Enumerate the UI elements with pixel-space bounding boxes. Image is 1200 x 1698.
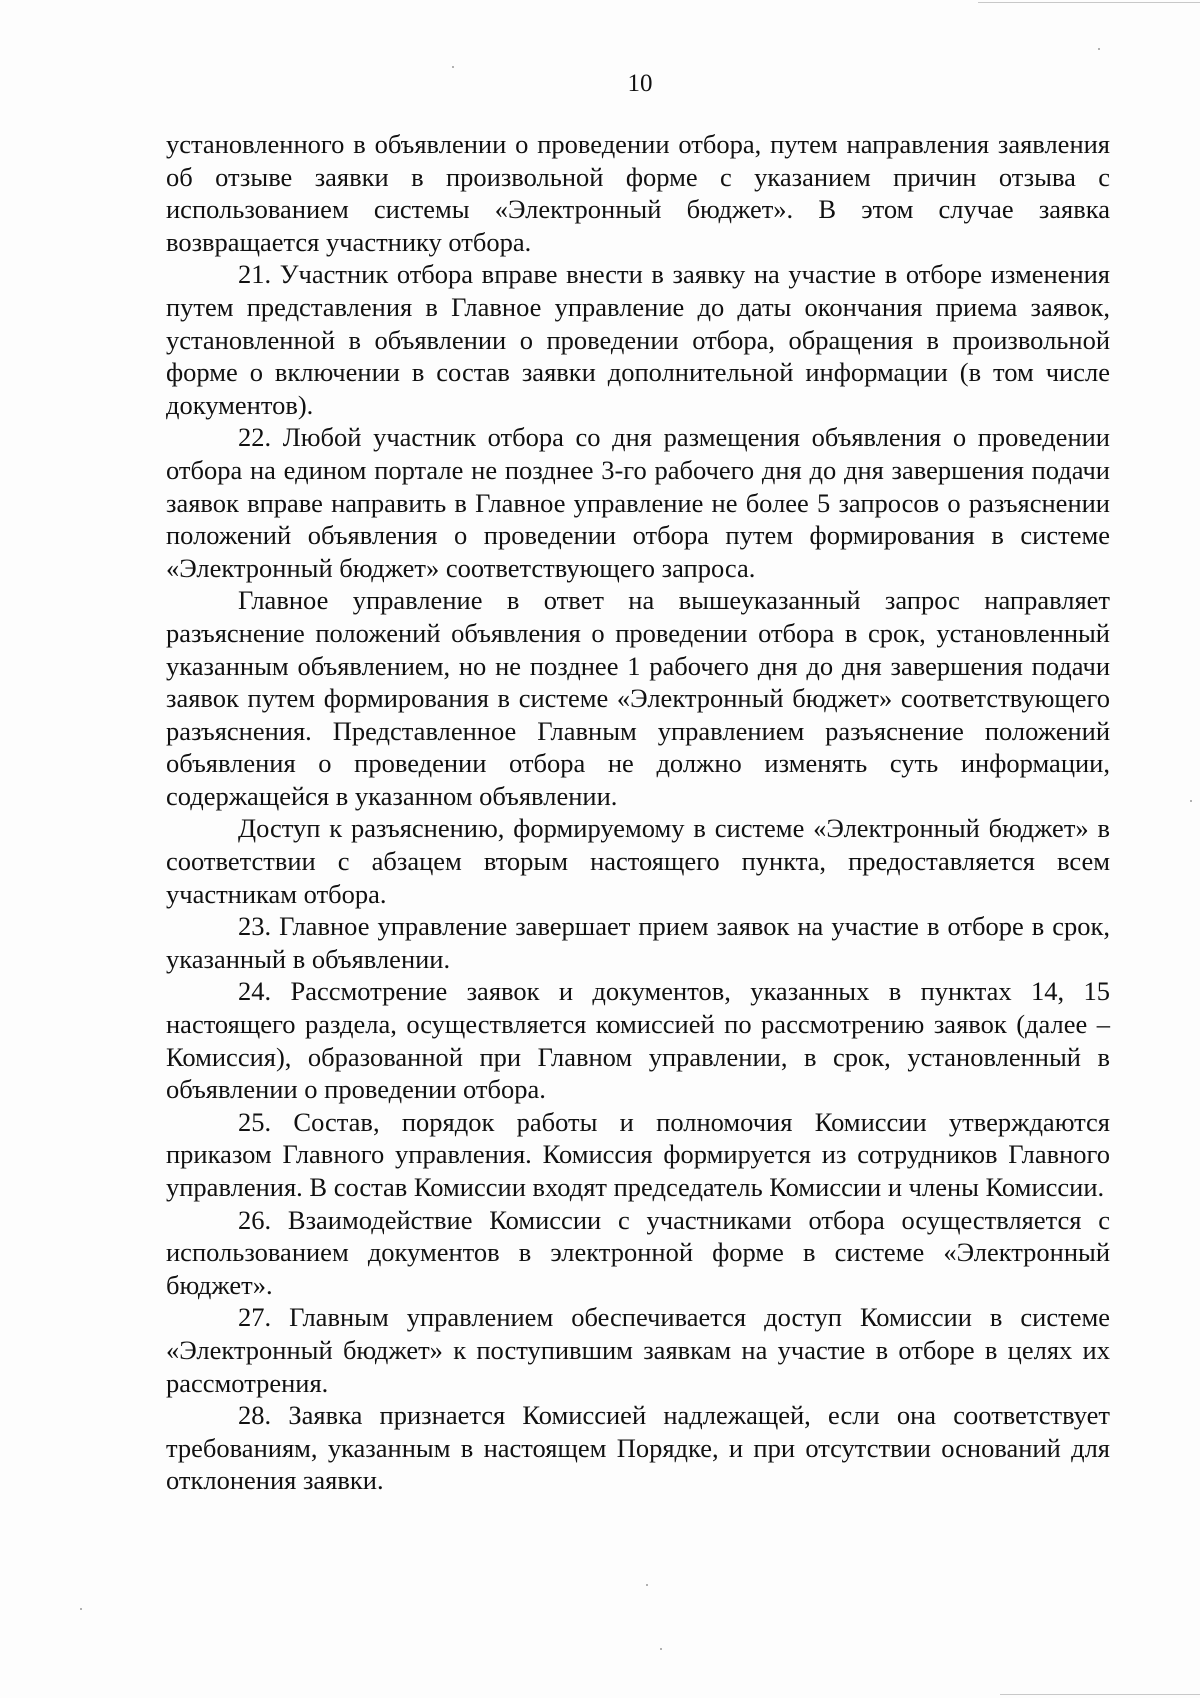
paragraph-24: 24. Рассмотрение заявок и документов, указанных в пунктах 14, 15 настоящего раздела, осуществляется комиссией по рассмотрению заявок (далее – Комиссия), образованной при Главном управлении, в срок, установленный в объявлении о проведении отбора.: [166, 976, 1110, 1105]
paragraph-continuation: установленного в объявлении о проведении отбора, путем направления заявления об отзыве заявки в произвольной форме с указанием причин отзыва с использованием системы «Электронный бюджет». В этом случае заявка возвращается участнику отбора.: [166, 129, 1110, 257]
scan-speck: [646, 1584, 648, 1586]
scan-edge-bottom: [1000, 1694, 1200, 1695]
scan-speck: [1098, 48, 1100, 50]
scan-edge-top: [978, 2, 1200, 3]
paragraph-23: 23. Главное управление завершает прием заявок на участие в отборе в срок, указанный в объявлении.: [166, 911, 1110, 974]
scan-speck: [80, 1608, 82, 1610]
page-number: 10: [627, 70, 653, 97]
scan-speck: [660, 1648, 662, 1650]
document-body: [166, 128, 1110, 1497]
scan-speck: [1190, 800, 1192, 802]
paragraph-21: 21. Участник отбора вправе внести в заявку на участие в отборе изменения путем представления в Главное управление до даты окончания приема заявок, установленной в объявлении о проведении отбора, обращения в произвольной форме о включении в состав заявки дополнительной информации (в том числе документов).: [166, 259, 1110, 420]
paragraph-27: 27. Главным управлением обеспечивается доступ Комиссии в системе «Электронный бюджет» к поступившим заявкам на участие в отборе в целях их рассмотрения.: [166, 1302, 1110, 1398]
paragraph-22-response: Главное управление в ответ на вышеуказанный запрос направляет разъяснение положений объявления о проведении отбора в срок, установленный указанным объявлением, но не позднее 1 рабочего дня до дня завершения подачи заявок путем формирования в системе «Электронный бюджет» соответствующего разъяснения. Представленное Главным управлением разъяснение положений объявления о проведении отбора не должно изменять суть информации, содержащейся в указанном объявлении.: [166, 585, 1110, 811]
scan-speck: [452, 66, 454, 68]
paragraph-28: 28. Заявка признается Комиссией надлежащей, если она соответствует требованиям, указанным в настоящем Порядке, и при отсутствии оснований для отклонения заявки.: [166, 1400, 1110, 1496]
paragraph-22-access: Доступ к разъяснению, формируемому в системе «Электронный бюджет» в соответствии с абзацем вторым настоящего пункта, предоставляется всем участникам отбора.: [166, 813, 1110, 909]
paragraph-25: 25. Состав, порядок работы и полномочия Комиссии утверждаются приказом Главного управления. Комиссия формируется из сотрудников Главного управления. В состав Комиссии входят председатель Комиссии и члены Комиссии.: [166, 1106, 1110, 1202]
paragraph-26: 26. Взаимодействие Комиссии с участниками отбора осуществляется с использованием документов в электронной форме в системе «Электронный бюджет».: [166, 1204, 1110, 1300]
paragraph-22: 22. Любой участник отбора со дня размещения объявления о проведении отбора на едином портале не позднее 3-го рабочего дня до дня завершения подачи заявок вправе направить в Главное управление не более 5 запросов о разъяснении положений объявления о проведении отбора путем формирования в системе «Электронный бюджет» соответствующего запроса.: [166, 422, 1110, 583]
